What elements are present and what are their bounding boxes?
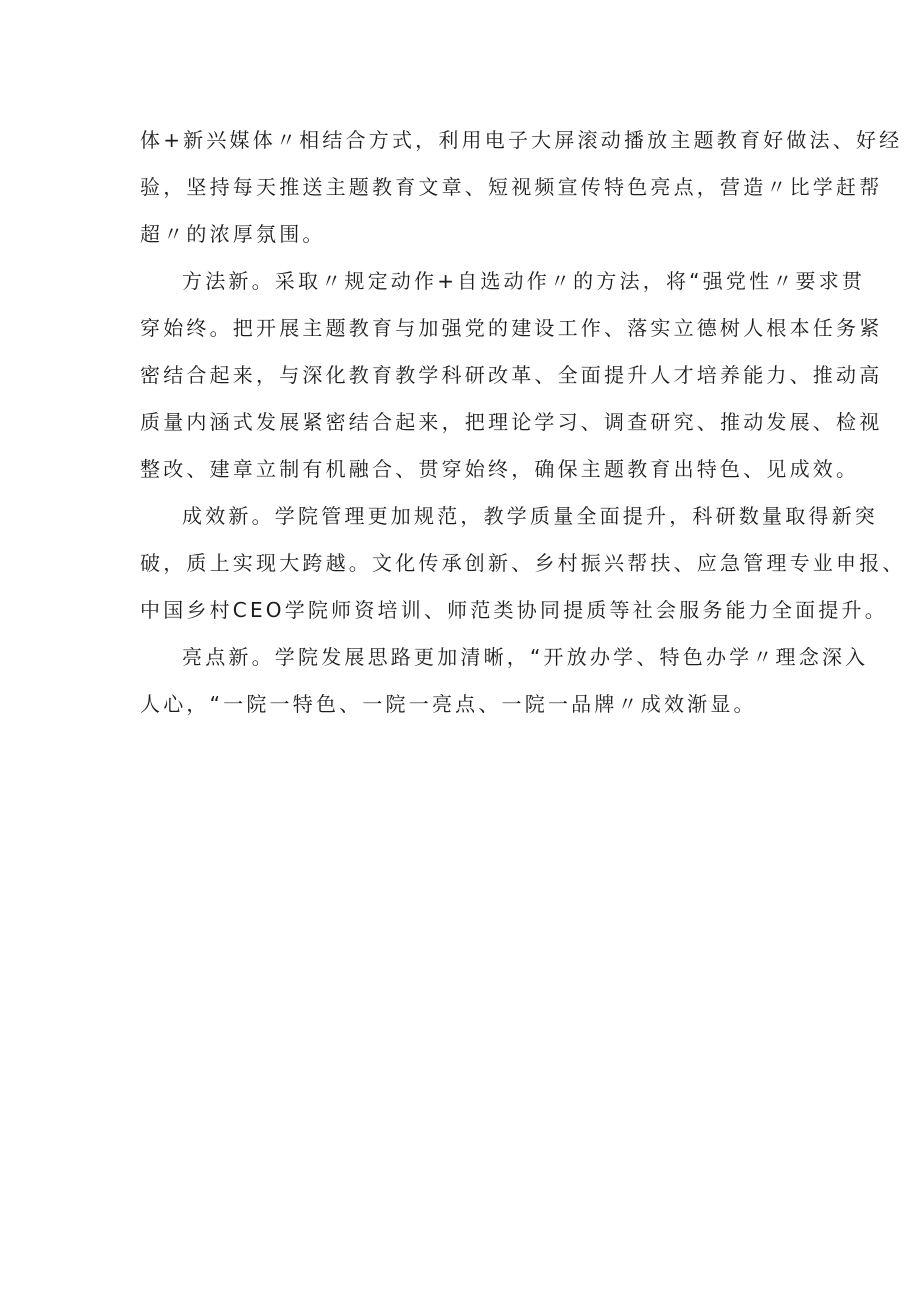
text-line: 超〃的浓厚氛围。 (140, 222, 326, 246)
text-line: 验，坚持每天推送主题教育文章、短视频宣传特色亮点，营造〃比学赶帮 (140, 175, 883, 199)
text-line: 中国乡村CEO学院师资培训、师范类协同提质等社会服务能力全面提升。 (140, 598, 888, 622)
paragraph-intro-continuation (140, 117, 903, 258)
text-line: 成效新。学院管理更加规范，教学质量全面提升，科研数量取得新突 (182, 504, 878, 528)
document-body (140, 117, 906, 728)
paragraph-method (140, 258, 883, 493)
text-line: 亮点新。学院发展思路更加清晰，“开放办学、特色办学〃理念深入 (182, 645, 869, 669)
text-line: 穿始终。把开展主题教育与加强党的建设工作、落实立德树人根本任务紧 (140, 316, 883, 340)
text-line: 人心，“一院一特色、一院一亮点、一院一品牌〃成效渐显。 (140, 692, 757, 716)
paragraph-results (140, 493, 906, 634)
text-line: 质量内涵式发展紧密结合起来，把理论学习、调查研究、推动发展、检视 (140, 410, 883, 434)
paragraph-highlights (140, 634, 869, 728)
text-line: 体+新兴媒体〃相结合方式，利用电子大屏滚动播放主题教育好做法、好经 (140, 128, 903, 152)
text-line: 方法新。采取〃规定动作+自选动作〃的方法，将“强党性〃要求贯 (182, 269, 866, 293)
text-line: 密结合起来，与深化教育教学科研改革、全面提升人才培养能力、推动高 (140, 363, 883, 387)
text-line: 整改、建章立制有机融合、贯穿始终，确保主题教育出特色、见成效。 (140, 457, 860, 481)
text-line: 破，质上实现大跨越。文化传承创新、乡村振兴帮扶、应急管理专业申报、 (140, 551, 906, 575)
